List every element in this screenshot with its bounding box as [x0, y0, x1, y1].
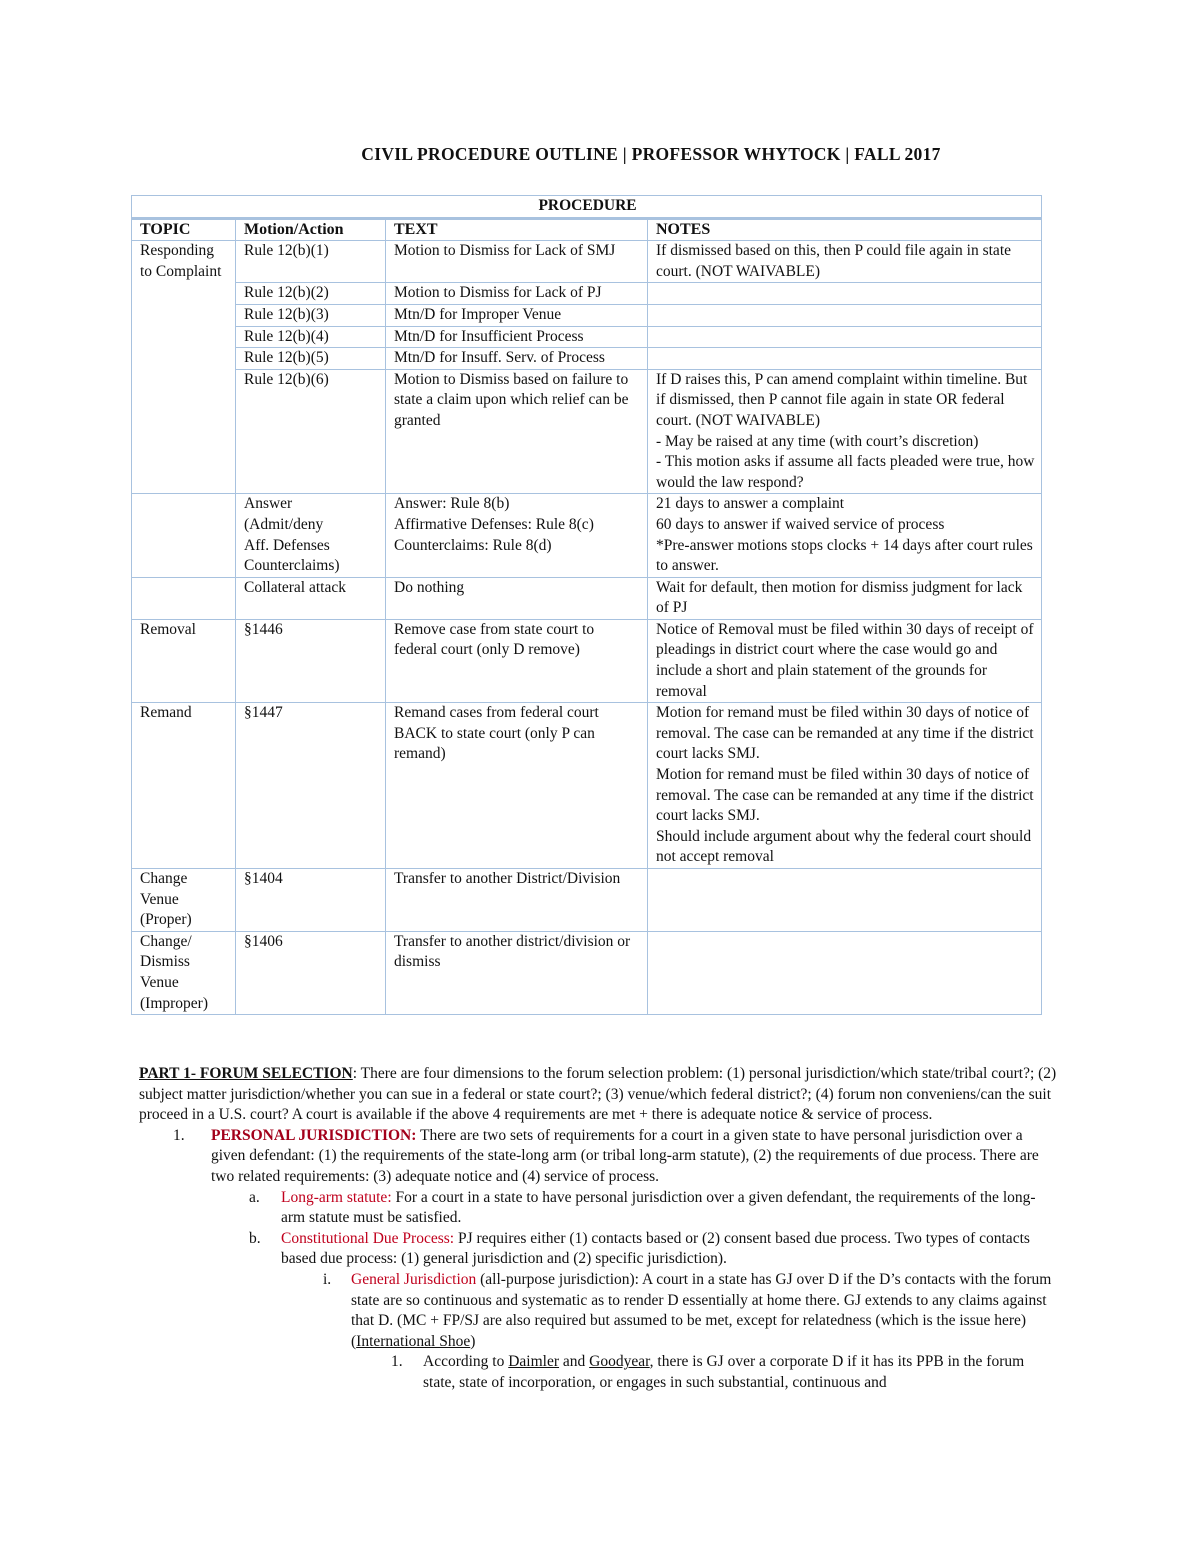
table-row — [132, 577, 1042, 619]
list-marker: a. — [249, 1188, 260, 1206]
table-cell-motion: Rule 12(b)(5) — [236, 348, 386, 370]
notes-line: *Pre-answer motions stops clocks + 14 days after court rules to answer. — [656, 536, 1033, 575]
notes-line: Should include argument about why the federal court should not accept removal — [656, 827, 1032, 866]
table-cell-text: Mtn/D for Insufficient Process — [386, 326, 648, 348]
table-row — [132, 348, 1042, 370]
text-line: Affirmative Defenses: Rule 8(c) — [394, 515, 594, 533]
table-cell-text: Transfer to another District/Division — [386, 869, 648, 932]
column-header-topic: TOPIC — [132, 218, 236, 241]
table-cell-notes — [648, 619, 1042, 702]
table-row — [132, 369, 1042, 494]
table-cell-motion: §1446 — [236, 619, 386, 702]
table-cell-notes — [648, 304, 1042, 326]
table-row — [132, 241, 1042, 283]
motion-line: Aff. Defenses — [244, 536, 330, 554]
notes-line: 60 days to answer if waived service of process — [656, 515, 945, 533]
notes-line: Wait for default, then motion for dismiss judgment for lack of PJ — [656, 578, 1023, 617]
table-cell-motion: Rule 12(b)(3) — [236, 304, 386, 326]
list-marker: i. — [323, 1270, 332, 1288]
notes-line: If dismissed based on this, then P could file again in state court. (NOT WAIVABLE) — [656, 242, 1012, 280]
outline-body — [139, 1064, 1059, 1394]
table-banner: PROCEDURE — [132, 196, 1042, 219]
table-cell-topic: Removal — [132, 619, 236, 702]
notes-line: Motion for remand must be filed within 30 days of notice of removal. The case can be remanded at any time if the district court lacks SMJ. — [656, 704, 1034, 763]
table-cell-text: Motion to Dismiss based on failure to state a claim upon which relief can be granted — [386, 369, 648, 494]
topic-line: Change — [140, 870, 188, 887]
notes-line: 21 days to answer a complaint — [656, 495, 845, 513]
topic-line: (Proper) — [140, 911, 192, 929]
list-marker: 1. — [173, 1126, 185, 1144]
item1-text: There are two sets of requirements for a court in a given state to have personal jurisdiction over a given defendant: (1) the requirements of the state-long arm (or tribal long-arm statute), (2) the requirements of due process. There are two related requirements: (3) adequate notice and (4) service of process. — [211, 1126, 1039, 1185]
table-cell-notes — [648, 869, 1042, 932]
item1a-mid: and — [559, 1353, 590, 1371]
case-name: International Shoe — [356, 1332, 471, 1350]
table-cell-motion: Rule 12(b)(2) — [236, 283, 386, 305]
table-cell-text: Mtn/D for Improper Venue — [386, 304, 648, 326]
column-header-motion: Motion/Action — [236, 218, 386, 241]
table-cell-text: Motion to Dismiss for Lack of PJ — [386, 283, 648, 305]
table-cell-topic: Responding to Complaint — [132, 241, 236, 494]
table-cell-topic — [132, 869, 236, 932]
itemA-heading: Long-arm statute: — [281, 1188, 392, 1206]
table-cell-motion — [236, 494, 386, 577]
table-cell-text: Mtn/D for Insuff. Serv. of Process — [386, 348, 648, 370]
table-cell-motion: §1406 — [236, 931, 386, 1014]
table-cell-notes — [648, 326, 1042, 348]
document-title: CIVIL PROCEDURE OUTLINE | PROFESSOR WHYTOCK | FALL 2017 — [361, 144, 941, 164]
table-cell-topic — [132, 577, 236, 619]
table-cell-motion: Rule 12(b)(6) — [236, 369, 386, 494]
topic-line: Venue — [140, 890, 179, 908]
notes-line: - This motion asks if assume all facts pleaded were true, how would the law respond? — [656, 453, 1035, 491]
notes-line: Motion for remand must be filed within 30 days of notice of removal. The case can be remanded at any time if the district court lacks SMJ. — [656, 766, 1034, 825]
table-cell-motion: §1447 — [236, 703, 386, 869]
table-cell-notes — [648, 348, 1042, 370]
topic-line: Venue — [140, 973, 179, 991]
table-cell-motion: Rule 12(b)(1) — [236, 241, 386, 283]
itemI-heading: General Jurisdiction — [351, 1270, 477, 1288]
table-cell-topic: Remand — [132, 703, 236, 869]
table-row — [132, 619, 1042, 702]
text-line: Counterclaims: Rule 8(d) — [394, 536, 552, 554]
outline-item-personal-jurisdiction — [139, 1126, 1059, 1188]
table-row — [132, 494, 1042, 577]
table-cell-topic — [132, 494, 236, 577]
outline-item-general-jurisdiction — [139, 1270, 1059, 1352]
table-cell-motion: Collateral attack — [236, 577, 386, 619]
table-cell-text: Motion to Dismiss for Lack of SMJ — [386, 241, 648, 283]
table-cell-notes — [648, 494, 1042, 577]
outline-item-daimler-goodyear — [139, 1352, 1059, 1393]
itemB-text: PJ requires either (1) contacts based or (2) consent based due process. Two types of contacts based due process: (1) general jurisdiction and (2) specific jurisdiction). — [281, 1229, 1030, 1268]
motion-line: Answer — [244, 495, 293, 513]
notes-line: If D raises this, P can amend complaint within timeline. But if dismissed, then P cannot file again in state OR federal court. (NOT WAIVABLE) — [656, 370, 1028, 429]
table-cell-text — [386, 494, 648, 577]
topic-line: Change/ — [140, 932, 192, 950]
notes-line: - May be raised at any time (with court’s discretion) — [656, 432, 979, 450]
table-cell-text: Remove case from state court to federal court (only D remove) — [386, 619, 648, 702]
column-header-text: TEXT — [386, 218, 648, 241]
table-cell-notes — [648, 369, 1042, 494]
table-body — [132, 241, 1042, 1015]
outline-item-due-process — [139, 1229, 1059, 1270]
table-cell-text: Remand cases from federal court BACK to state court (only P can remand) — [386, 703, 648, 869]
table-cell-topic — [132, 931, 236, 1014]
topic-line: Dismiss — [140, 953, 190, 971]
table-cell-notes — [648, 931, 1042, 1014]
table-cell-notes — [648, 283, 1042, 305]
motion-line: (Admit/deny — [244, 515, 324, 533]
list-marker: b. — [249, 1229, 261, 1247]
table-cell-motion: Rule 12(b)(4) — [236, 326, 386, 348]
table-cell-text: Do nothing — [386, 577, 648, 619]
procedure-table — [131, 195, 1042, 1015]
table-row — [132, 326, 1042, 348]
item1a-pre: According to — [423, 1353, 509, 1371]
part1-text: : There are four dimensions to the forum selection problem: (1) personal jurisdiction/which state/tribal court?; (2) subject matter jurisdiction/whether you can sue in a federal or state court?; (3) venue/which federal district?; (4) forum non conveniens/can the suit proceed in a U.S. court? A court is available if the above 4 requirements are met + there is adequate notice & service of process. — [139, 1065, 1057, 1124]
table-cell-notes — [648, 241, 1042, 283]
part1-paragraph — [139, 1064, 1059, 1126]
part1-heading: PART 1- FORUM SELECTION — [139, 1065, 353, 1082]
itemB-heading: Constitutional Due Process: — [281, 1229, 455, 1247]
itemA-text: For a court in a state to have personal jurisdiction over a given defendant, the requirements of the long-arm statute must be satisfied. — [281, 1188, 1036, 1227]
table-row — [132, 869, 1042, 932]
itemI-end: ) — [470, 1332, 476, 1350]
motion-line: Counterclaims) — [244, 557, 340, 575]
itemI-text: (all-purpose jurisdiction): A court in a state has GJ over D if the D’s contacts with the forum state are so continuous and systematic as to render D essentially at home there. GJ extends to any claims against that D. (MC + FP/SJ are also required but assumed to be met, except for relatedness (which is the issue here) ( — [351, 1270, 1052, 1350]
case-name: Goodyear — [589, 1353, 650, 1371]
table-row — [132, 703, 1042, 869]
case-name: Daimler — [508, 1353, 560, 1371]
outline-item-long-arm — [139, 1188, 1059, 1229]
topic-line: (Improper) — [140, 994, 208, 1012]
table-cell-text: Transfer to another district/division or dismiss — [386, 931, 648, 1014]
list-marker: 1. — [391, 1353, 403, 1371]
table-cell-notes — [648, 703, 1042, 869]
text-line: Answer: Rule 8(b) — [394, 495, 510, 513]
table-row — [132, 283, 1042, 305]
table-row — [132, 931, 1042, 1014]
item1a-text: , there is GJ over a corporate D if it has its PPB in the forum state, state of incorporation, or engages in such substantial, continuous and — [423, 1353, 1025, 1391]
notes-line: Notice of Removal must be filed within 30 days of receipt of pleadings in district court where the case would go and include a short and plain statement of the grounds for removal — [656, 620, 1034, 700]
table-row — [132, 304, 1042, 326]
item1-heading: PERSONAL JURISDICTION: — [211, 1126, 417, 1144]
table-cell-notes — [648, 577, 1042, 619]
column-header-notes: NOTES — [648, 218, 1042, 241]
table-cell-motion: §1404 — [236, 869, 386, 932]
